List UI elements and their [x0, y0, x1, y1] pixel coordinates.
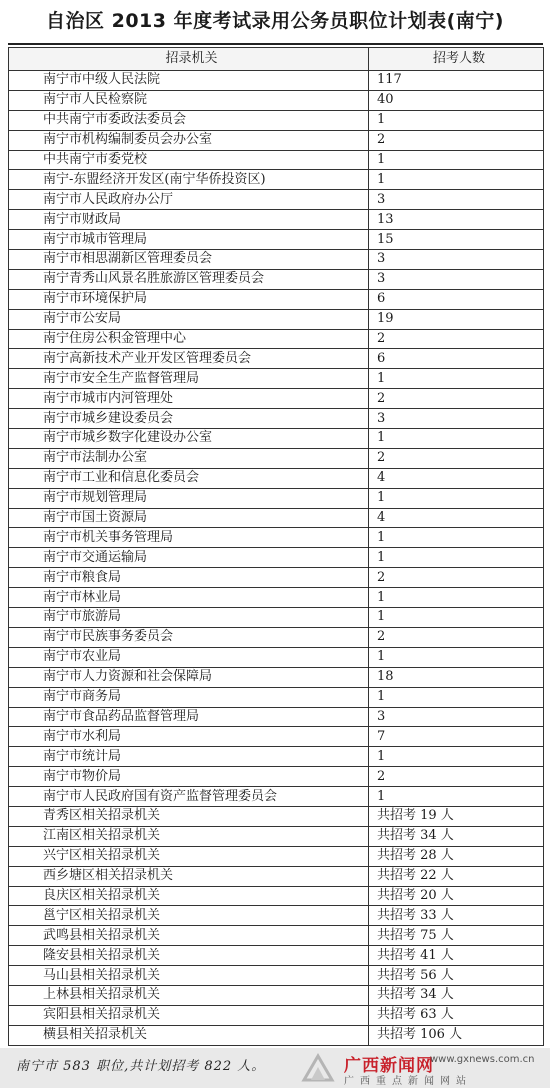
recruit-count: 共招考 33 人: [369, 906, 544, 926]
agency-name: 马山县相关招录机关: [9, 966, 369, 986]
recruit-count: 共招考 56 人: [369, 966, 544, 986]
agency-name: 南宁市安全生产监督管理局: [9, 369, 369, 389]
recruit-count: 共招考 75 人: [369, 926, 544, 946]
table-row: [9, 269, 544, 289]
recruit-count: 3: [369, 250, 544, 270]
agency-name: 南宁市旅游局: [9, 608, 369, 628]
agency-name: 南宁市国土资源局: [9, 508, 369, 528]
table-row: [9, 329, 544, 349]
agency-name: 南宁市农业局: [9, 647, 369, 667]
table-row: [9, 588, 544, 608]
agency-name: 南宁市环境保护局: [9, 289, 369, 309]
recruit-count: 13: [369, 210, 544, 230]
agency-name: 南宁市林业局: [9, 588, 369, 608]
table-row: [9, 946, 544, 966]
recruit-count: 共招考 22 人: [369, 866, 544, 886]
table-row: [9, 627, 544, 647]
recruit-count: 1: [369, 429, 544, 449]
table-row: [9, 727, 544, 747]
table-row: [9, 548, 544, 568]
table-row: [9, 1005, 544, 1025]
recruit-count: 1: [369, 488, 544, 508]
recruit-count: 4: [369, 508, 544, 528]
recruit-count: 3: [369, 707, 544, 727]
agency-name: 南宁市人民政府办公厅: [9, 190, 369, 210]
agency-name: 南宁市机关事务管理局: [9, 528, 369, 548]
table-row: [9, 468, 544, 488]
agency-name: 南宁市城市管理局: [9, 230, 369, 250]
recruit-count: 4: [369, 468, 544, 488]
recruit-count: 3: [369, 190, 544, 210]
recruit-count: 19: [369, 309, 544, 329]
table-row: [9, 448, 544, 468]
table-row: [9, 846, 544, 866]
recruit-count: 1: [369, 528, 544, 548]
table-row: [9, 568, 544, 588]
agency-name: 南宁市粮食局: [9, 568, 369, 588]
table-row: [9, 608, 544, 628]
table-row: [9, 130, 544, 150]
agency-name: 南宁市规划管理局: [9, 488, 369, 508]
agency-name: 南宁市相思湖新区管理委员会: [9, 250, 369, 270]
agency-name: 上林县相关招录机关: [9, 985, 369, 1005]
table-row: [9, 508, 544, 528]
agency-name: 中共南宁市委党校: [9, 150, 369, 170]
recruit-count: 共招考 20 人: [369, 886, 544, 906]
recruit-count: 1: [369, 150, 544, 170]
agency-name: 南宁青秀山风景名胜旅游区管理委员会: [9, 269, 369, 289]
agency-name: 青秀区相关招录机关: [9, 806, 369, 826]
recruit-count: 1: [369, 687, 544, 707]
recruit-count: 2: [369, 389, 544, 409]
recruit-count: 2: [369, 767, 544, 787]
recruit-count: 2: [369, 568, 544, 588]
recruit-count: 1: [369, 647, 544, 667]
table-row: [9, 409, 544, 429]
table-row: [9, 150, 544, 170]
agency-name: 南宁市中级人民法院: [9, 71, 369, 91]
table-row: [9, 349, 544, 369]
agency-name: 南宁住房公积金管理中心: [9, 329, 369, 349]
title-divider: [8, 43, 543, 45]
agency-name: 横县相关招录机关: [9, 1025, 369, 1045]
watermark-site-name: 广西新闻网: [344, 1056, 434, 1076]
table-row: [9, 170, 544, 190]
table-row: [9, 687, 544, 707]
recruit-count: 6: [369, 349, 544, 369]
agency-name: 南宁市工业和信息化委员会: [9, 468, 369, 488]
table-row: [9, 826, 544, 846]
recruit-count: 1: [369, 369, 544, 389]
recruit-count: 2: [369, 130, 544, 150]
recruit-count: 2: [369, 329, 544, 349]
table-row: [9, 429, 544, 449]
table-row: [9, 806, 544, 826]
recruit-count: 40: [369, 90, 544, 110]
recruit-count: 共招考 34 人: [369, 826, 544, 846]
table-row: [9, 389, 544, 409]
recruit-count: 1: [369, 110, 544, 130]
footer-bar: [0, 1048, 550, 1088]
agency-name: 南宁市物价局: [9, 767, 369, 787]
recruit-count: 1: [369, 608, 544, 628]
recruit-count: 1: [369, 170, 544, 190]
header-count: 招考人数: [369, 48, 544, 71]
agency-name: 南宁市城乡建设委员会: [9, 409, 369, 429]
recruit-count: 1: [369, 548, 544, 568]
recruit-count: 7: [369, 727, 544, 747]
recruit-count: 共招考 34 人: [369, 985, 544, 1005]
agency-name: 隆安县相关招录机关: [9, 946, 369, 966]
recruit-count: 共招考 41 人: [369, 946, 544, 966]
agency-name: 南宁市民族事务委员会: [9, 627, 369, 647]
table-row: [9, 866, 544, 886]
table-row: [9, 528, 544, 548]
agency-name: 南宁市城乡数字化建设办公室: [9, 429, 369, 449]
table-row: [9, 90, 544, 110]
agency-name: 南宁市法制办公室: [9, 448, 369, 468]
agency-name: 南宁市水利局: [9, 727, 369, 747]
table-row: [9, 707, 544, 727]
table-row: [9, 667, 544, 687]
recruit-count: 共招考 63 人: [369, 1005, 544, 1025]
table-row: [9, 886, 544, 906]
table-row: [9, 190, 544, 210]
recruit-count: 共招考 28 人: [369, 846, 544, 866]
table-row: [9, 787, 544, 807]
table-row: [9, 230, 544, 250]
watermark-url: www.gxnews.com.cn: [430, 1054, 535, 1065]
gxnews-emblem-icon: [300, 1052, 336, 1084]
agency-name: 南宁市商务局: [9, 687, 369, 707]
recruit-count: 3: [369, 269, 544, 289]
agency-name: 武鸣县相关招录机关: [9, 926, 369, 946]
agency-name: 宾阳县相关招录机关: [9, 1005, 369, 1025]
table-row: [9, 289, 544, 309]
agency-name: 邕宁区相关招录机关: [9, 906, 369, 926]
table-row: [9, 747, 544, 767]
table-row: [9, 309, 544, 329]
table-row: [9, 110, 544, 130]
recruit-count: 2: [369, 448, 544, 468]
agency-name: 南宁市财政局: [9, 210, 369, 230]
page-title: 自治区 2013 年度考试录用公务员职位计划表(南宁): [46, 10, 504, 32]
table-row: [9, 210, 544, 230]
recruit-count: 1: [369, 787, 544, 807]
footnote: 南宁市 583 职位,共计划招考 822 人。: [16, 1059, 266, 1074]
table-row: [9, 1025, 544, 1045]
table-row: [9, 647, 544, 667]
agency-name: 南宁市人力资源和社会保障局: [9, 667, 369, 687]
recruit-count: 6: [369, 289, 544, 309]
recruitment-table: [8, 47, 544, 1046]
table-row: [9, 926, 544, 946]
agency-name: 南宁市机构编制委员会办公室: [9, 130, 369, 150]
agency-name: 西乡塘区相关招录机关: [9, 866, 369, 886]
agency-name: 南宁市人民政府国有资产监督管理委员会: [9, 787, 369, 807]
agency-name: 南宁-东盟经济开发区(南宁华侨投资区): [9, 170, 369, 190]
agency-name: 良庆区相关招录机关: [9, 886, 369, 906]
table-row: [9, 985, 544, 1005]
table-row: [9, 906, 544, 926]
recruit-count: 共招考 19 人: [369, 806, 544, 826]
table-header-row: [9, 48, 544, 71]
agency-name: 南宁市统计局: [9, 747, 369, 767]
table-row: [9, 369, 544, 389]
watermark-slogan: 广西重点新闻网站: [344, 1076, 472, 1087]
recruit-count: 117: [369, 71, 544, 91]
recruit-count: 3: [369, 409, 544, 429]
agency-name: 南宁市公安局: [9, 309, 369, 329]
recruit-count: 1: [369, 747, 544, 767]
recruit-count: 15: [369, 230, 544, 250]
recruit-count: 1: [369, 588, 544, 608]
agency-name: 南宁高新技术产业开发区管理委员会: [9, 349, 369, 369]
agency-name: 中共南宁市委政法委员会: [9, 110, 369, 130]
agency-name: 江南区相关招录机关: [9, 826, 369, 846]
agency-name: 兴宁区相关招录机关: [9, 846, 369, 866]
recruit-count: 共招考 106 人: [369, 1025, 544, 1045]
table-row: [9, 767, 544, 787]
agency-name: 南宁市人民检察院: [9, 90, 369, 110]
table-row: [9, 250, 544, 270]
recruit-count: 18: [369, 667, 544, 687]
agency-name: 南宁市交通运输局: [9, 548, 369, 568]
table-row: [9, 71, 544, 91]
agency-name: 南宁市食品药品监督管理局: [9, 707, 369, 727]
table-row: [9, 966, 544, 986]
header-agency: 招录机关: [9, 48, 369, 71]
table-row: [9, 488, 544, 508]
recruit-count: 2: [369, 627, 544, 647]
agency-name: 南宁市城市内河管理处: [9, 389, 369, 409]
